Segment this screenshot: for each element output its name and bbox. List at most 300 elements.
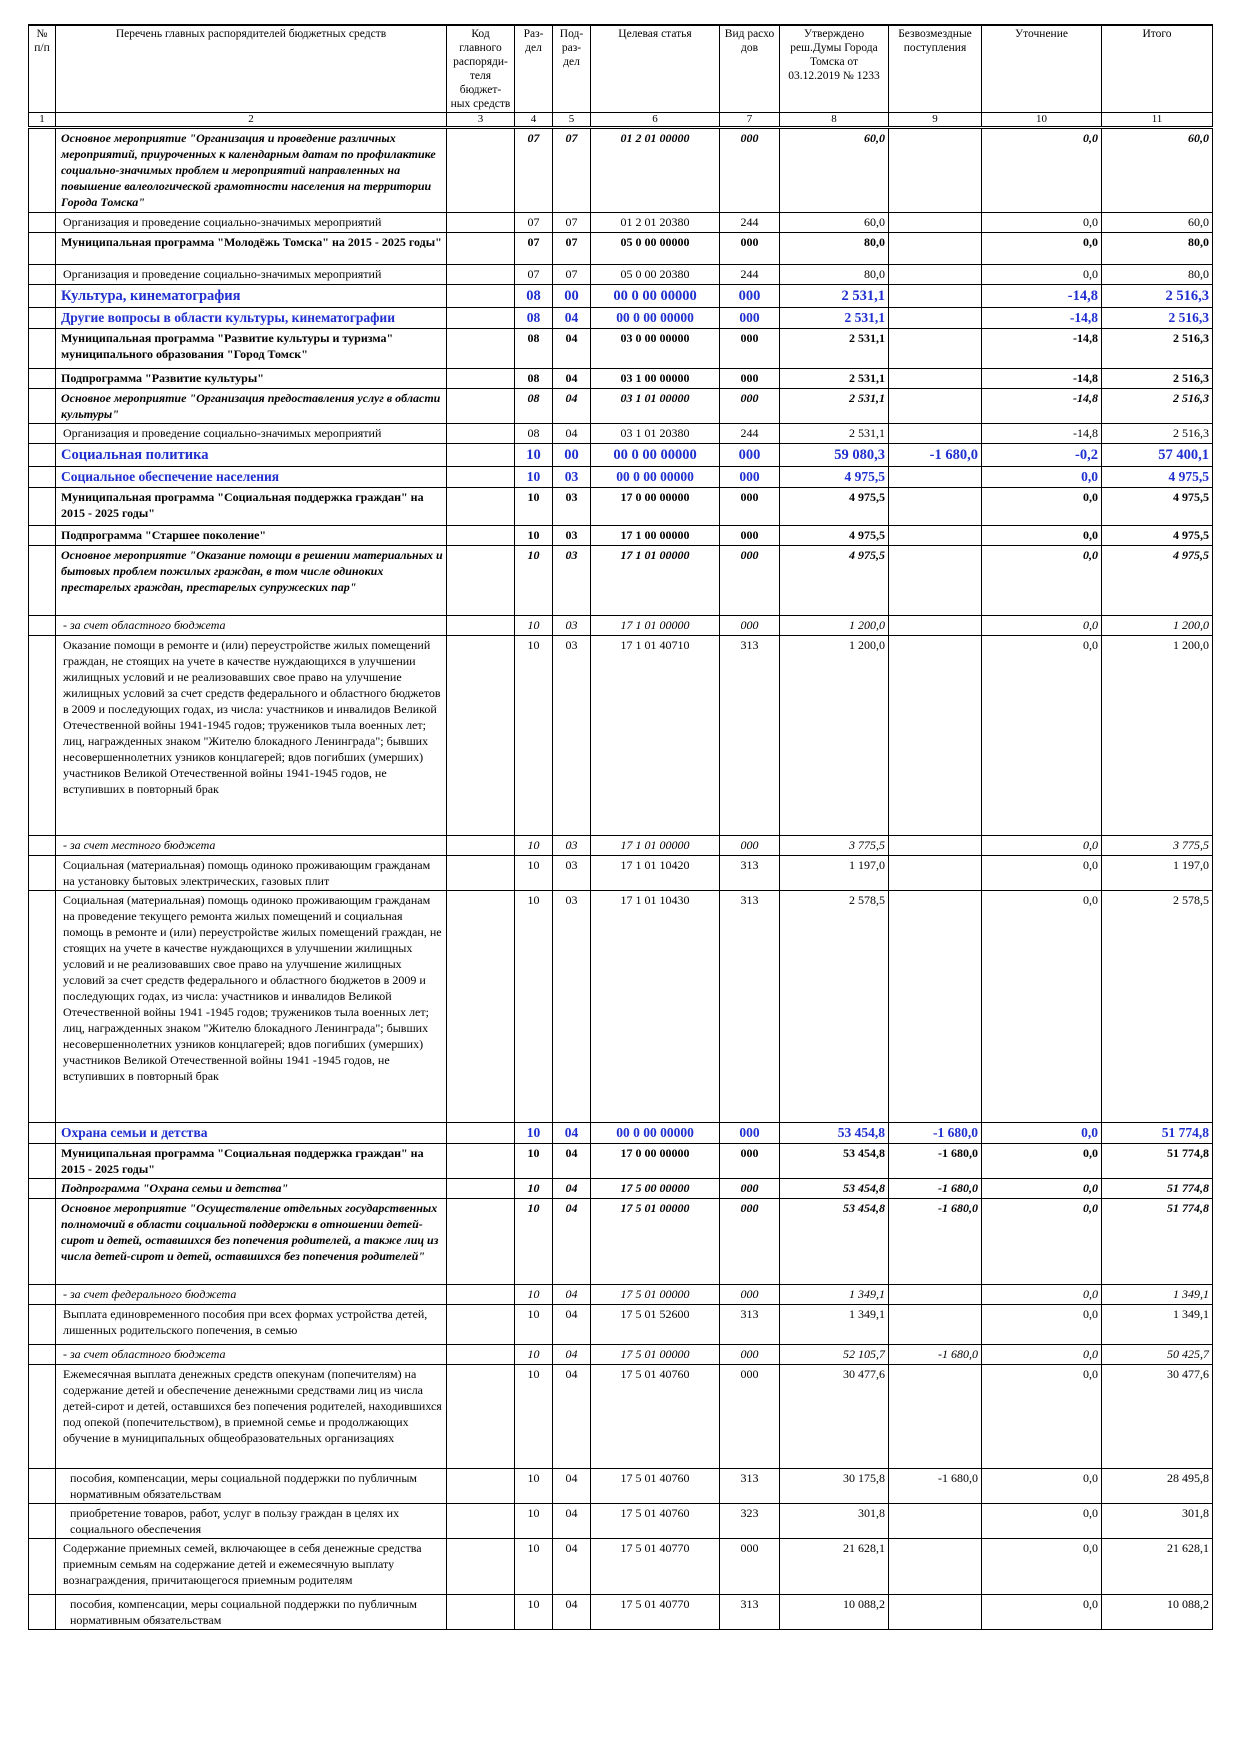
cell-grants	[889, 389, 982, 424]
cell-total: 57 400,1	[1102, 444, 1213, 467]
cell-adjustment: 0,0	[982, 1179, 1102, 1199]
cell-target: 03 1 00 00000	[591, 369, 720, 389]
cell-total: 50 425,7	[1102, 1345, 1213, 1365]
cell-num	[29, 389, 56, 424]
cell-name: - за счет местного бюджета	[56, 836, 447, 856]
cell-target: 17 5 01 40770	[591, 1539, 720, 1595]
cell-num	[29, 1305, 56, 1345]
cell-num	[29, 891, 56, 1123]
cell-total: 10 088,2	[1102, 1595, 1213, 1630]
table-row	[29, 369, 1213, 389]
cell-approved: 1 200,0	[780, 616, 889, 636]
cell-name: Муниципальная программа "Социальная поддержка граждан" на 2015 - 2025 годы"	[56, 488, 447, 526]
cell-total: 4 975,5	[1102, 467, 1213, 488]
cell-section: 10	[515, 891, 553, 1123]
cell-target: 00 0 00 00000	[591, 1123, 720, 1144]
cell-subsection: 04	[553, 1345, 591, 1365]
cell-section: 10	[515, 1539, 553, 1595]
cell-expense-type: 313	[720, 856, 780, 891]
cell-num	[29, 369, 56, 389]
cell-target: 05 0 00 00000	[591, 233, 720, 265]
cell-approved: 80,0	[780, 233, 889, 265]
cell-total: 51 774,8	[1102, 1144, 1213, 1179]
cell-code	[447, 1123, 515, 1144]
cell-grants	[889, 213, 982, 233]
cell-grants	[889, 488, 982, 526]
cell-target: 17 0 00 00000	[591, 488, 720, 526]
cell-code	[447, 1595, 515, 1630]
cell-approved: 53 454,8	[780, 1144, 889, 1179]
cell-name: Подпрограмма "Охрана семьи и детства"	[56, 1179, 447, 1199]
cell-adjustment: -14,8	[982, 389, 1102, 424]
cell-num	[29, 424, 56, 444]
cell-num	[29, 1539, 56, 1595]
col-number: 11	[1102, 113, 1213, 128]
cell-name: Основное мероприятие "Осуществление отдельных государственных полномочий в области социальной поддержки в отношении детей-сирот и детей, оставшихся без попечения родителей, а также лиц из числа детей-сирот и детей, оставшихся без попечения родителей"	[56, 1199, 447, 1285]
cell-approved: 4 975,5	[780, 526, 889, 546]
cell-expense-type: 000	[720, 389, 780, 424]
cell-num	[29, 285, 56, 308]
cell-total: 51 774,8	[1102, 1199, 1213, 1285]
cell-grants	[889, 308, 982, 329]
cell-total: 301,8	[1102, 1504, 1213, 1539]
cell-target: 17 1 00 00000	[591, 526, 720, 546]
cell-code	[447, 1504, 515, 1539]
cell-subsection: 04	[553, 1469, 591, 1504]
cell-expense-type: 000	[720, 233, 780, 265]
cell-code	[447, 1285, 515, 1305]
cell-code	[447, 1539, 515, 1595]
table-row	[29, 488, 1213, 526]
cell-total: 80,0	[1102, 265, 1213, 285]
cell-approved: 301,8	[780, 1504, 889, 1539]
cell-grants	[889, 616, 982, 636]
header-expense-type: Вид расхо дов	[720, 25, 780, 113]
cell-name: Социальная (материальная) помощь одиноко проживающим гражданам на установку бытовых электрических, газовых плит	[56, 856, 447, 891]
cell-subsection: 04	[553, 308, 591, 329]
cell-grants	[889, 128, 982, 213]
col-number: 4	[515, 113, 553, 128]
cell-num	[29, 1365, 56, 1469]
cell-grants	[889, 265, 982, 285]
cell-num	[29, 488, 56, 526]
cell-approved: 1 349,1	[780, 1305, 889, 1345]
cell-target: 17 1 01 10420	[591, 856, 720, 891]
cell-approved: 1 197,0	[780, 856, 889, 891]
col-number: 1	[29, 113, 56, 128]
cell-approved: 52 105,7	[780, 1345, 889, 1365]
table-row	[29, 285, 1213, 308]
cell-target: 17 1 01 10430	[591, 891, 720, 1123]
cell-approved: 2 531,1	[780, 424, 889, 444]
cell-section: 10	[515, 1345, 553, 1365]
cell-section: 10	[515, 1123, 553, 1144]
table-row	[29, 444, 1213, 467]
cell-expense-type: 313	[720, 1469, 780, 1504]
cell-approved: 4 975,5	[780, 546, 889, 616]
table-row	[29, 856, 1213, 891]
cell-name: пособия, компенсации, меры социальной поддержки по публичным нормативным обязательствам	[56, 1595, 447, 1630]
cell-subsection: 04	[553, 424, 591, 444]
cell-num	[29, 128, 56, 213]
cell-code	[447, 891, 515, 1123]
header-grants: Безвозмездные поступления	[889, 25, 982, 113]
cell-subsection: 04	[553, 1123, 591, 1144]
cell-adjustment: -14,8	[982, 424, 1102, 444]
cell-total: 2 516,3	[1102, 329, 1213, 369]
cell-subsection: 03	[553, 467, 591, 488]
cell-name: Основное мероприятие "Оказание помощи в решении материальных и бытовых проблем пожилых граждан, в том числе одиноких престарелых граждан, престарелых супружеских пар"	[56, 546, 447, 616]
cell-approved: 1 200,0	[780, 636, 889, 836]
cell-approved: 53 454,8	[780, 1123, 889, 1144]
cell-section: 10	[515, 1305, 553, 1345]
cell-subsection: 03	[553, 526, 591, 546]
header-num: № п/п	[29, 25, 56, 113]
cell-adjustment: 0,0	[982, 128, 1102, 213]
cell-subsection: 04	[553, 1199, 591, 1285]
cell-section: 08	[515, 285, 553, 308]
cell-grants	[889, 1504, 982, 1539]
cell-code	[447, 233, 515, 265]
cell-target: 17 1 01 00000	[591, 546, 720, 616]
table-row	[29, 233, 1213, 265]
cell-expense-type: 000	[720, 285, 780, 308]
cell-approved: 53 454,8	[780, 1199, 889, 1285]
cell-code	[447, 329, 515, 369]
cell-target: 17 5 00 00000	[591, 1179, 720, 1199]
cell-code	[447, 1365, 515, 1469]
table-row	[29, 467, 1213, 488]
cell-name: Организация и проведение социально-значимых мероприятий	[56, 213, 447, 233]
cell-grants	[889, 526, 982, 546]
cell-num	[29, 636, 56, 836]
cell-total: 1 197,0	[1102, 856, 1213, 891]
cell-adjustment: 0,0	[982, 1199, 1102, 1285]
cell-grants	[889, 891, 982, 1123]
cell-adjustment: -14,8	[982, 308, 1102, 329]
table-row	[29, 1595, 1213, 1630]
cell-name: Муниципальная программа "Социальная поддержка граждан" на 2015 - 2025 годы"	[56, 1144, 447, 1179]
cell-approved: 1 349,1	[780, 1285, 889, 1305]
cell-approved: 30 175,8	[780, 1469, 889, 1504]
cell-name: Основное мероприятие "Организация и проведение различных мероприятий, приуроченных к календарным датам по профилактике социально-значимых проблем и мероприятий направленных на повышение валеологической грамотности населения на территории Города Томска"	[56, 128, 447, 213]
cell-total: 2 516,3	[1102, 369, 1213, 389]
table-row	[29, 836, 1213, 856]
cell-adjustment: -14,8	[982, 329, 1102, 369]
col-number: 9	[889, 113, 982, 128]
cell-total: 4 975,5	[1102, 488, 1213, 526]
cell-subsection: 07	[553, 265, 591, 285]
cell-grants	[889, 424, 982, 444]
cell-code	[447, 467, 515, 488]
cell-name: Выплата единовременного пособия при всех формах устройства детей, лишенных родительского попечения, в семью	[56, 1305, 447, 1345]
cell-target: 01 2 01 20380	[591, 213, 720, 233]
cell-approved: 10 088,2	[780, 1595, 889, 1630]
cell-approved: 60,0	[780, 128, 889, 213]
cell-code	[447, 1199, 515, 1285]
cell-section: 10	[515, 836, 553, 856]
table-row	[29, 1469, 1213, 1504]
cell-subsection: 04	[553, 329, 591, 369]
table-row	[29, 1365, 1213, 1469]
cell-code	[447, 1345, 515, 1365]
header-code: Код главного распоряди-теля бюджет-ных средств	[447, 25, 515, 113]
cell-grants	[889, 1365, 982, 1469]
col-number: 7	[720, 113, 780, 128]
cell-target: 05 0 00 20380	[591, 265, 720, 285]
cell-num	[29, 467, 56, 488]
cell-name: Оказание помощи в ремонте и (или) переустройстве жилых помещений граждан, не стоящих на учете в качестве нуждающихся в улучшении жилищных условий и не реализовавших свое право на улучшение жилищных условий за счет средств федерального и областного бюджетов в 2009 и последующих годах, из числа: участников и инвалидов Великой Отечественной войны 1941-1945 годов; тружеников тыла военных лет; лиц, награжденных знаком "Жителю блокадного Ленинграда"; бывших несовершеннолетних узников концлагерей; вдов погибших (умерших) участников Великой Отечественной войны 1941-1945 годов, не вступивших в повторный брак	[56, 636, 447, 836]
cell-code	[447, 856, 515, 891]
budget-table	[28, 24, 1213, 1630]
cell-expense-type: 000	[720, 546, 780, 616]
cell-adjustment: 0,0	[982, 1469, 1102, 1504]
cell-total: 1 200,0	[1102, 636, 1213, 836]
cell-code	[447, 1179, 515, 1199]
cell-target: 17 5 01 00000	[591, 1285, 720, 1305]
cell-grants	[889, 1595, 982, 1630]
cell-subsection: 00	[553, 444, 591, 467]
cell-expense-type: 244	[720, 213, 780, 233]
cell-adjustment: 0,0	[982, 856, 1102, 891]
cell-code	[447, 836, 515, 856]
col-number: 3	[447, 113, 515, 128]
cell-grants	[889, 1305, 982, 1345]
cell-code	[447, 308, 515, 329]
cell-expense-type: 000	[720, 369, 780, 389]
table-row	[29, 1179, 1213, 1199]
cell-code	[447, 128, 515, 213]
table-row	[29, 1123, 1213, 1144]
cell-total: 51 774,8	[1102, 1123, 1213, 1144]
cell-subsection: 07	[553, 128, 591, 213]
cell-section: 10	[515, 1285, 553, 1305]
cell-adjustment: 0,0	[982, 526, 1102, 546]
cell-adjustment: -0,2	[982, 444, 1102, 467]
cell-name: Социальная политика	[56, 444, 447, 467]
cell-code	[447, 488, 515, 526]
table-row	[29, 636, 1213, 836]
cell-subsection: 03	[553, 616, 591, 636]
cell-approved: 2 578,5	[780, 891, 889, 1123]
cell-grants	[889, 285, 982, 308]
table-body	[29, 128, 1213, 1630]
cell-target: 17 1 01 40710	[591, 636, 720, 836]
cell-grants	[889, 546, 982, 616]
cell-section: 08	[515, 424, 553, 444]
cell-subsection: 04	[553, 1365, 591, 1469]
cell-num	[29, 1345, 56, 1365]
cell-total: 60,0	[1102, 213, 1213, 233]
table-row	[29, 616, 1213, 636]
cell-num	[29, 1179, 56, 1199]
cell-grants	[889, 369, 982, 389]
cell-name: пособия, компенсации, меры социальной поддержки по публичным нормативным обязательствам	[56, 1469, 447, 1504]
cell-section: 10	[515, 467, 553, 488]
cell-subsection: 03	[553, 856, 591, 891]
cell-approved: 2 531,1	[780, 389, 889, 424]
cell-num	[29, 444, 56, 467]
cell-target: 03 1 01 20380	[591, 424, 720, 444]
cell-name: Социальная (материальная) помощь одиноко проживающим гражданам на проведение текущего ремонта жилых помещений и социальная помощь в ремонте и (или) переустройстве жилых помещений граждан, не стоящих на учете в качестве нуждающихся в улучшении жилищных условий и не реализовавших свое право на улучшение жилищных условий за счет средств федерального и областного бюджетов в 2009 и последующих годах, из числа: участников и инвалидов Великой Отечественной войны 1941 -1945 годов; тружеников тыла военных лет; лиц, награжденных знаком "Жителю блокадного Ленинграда"; бывших несовершеннолетних узников концлагерей; вдов погибших (умерших) участников Великой Отечественной войны 1941 -1945 годов, не вступивших в повторный брак	[56, 891, 447, 1123]
cell-subsection: 03	[553, 836, 591, 856]
cell-grants	[889, 329, 982, 369]
cell-expense-type: 323	[720, 1504, 780, 1539]
cell-subsection: 04	[553, 1595, 591, 1630]
cell-approved: 53 454,8	[780, 1179, 889, 1199]
cell-code	[447, 285, 515, 308]
cell-approved: 2 531,1	[780, 369, 889, 389]
cell-num	[29, 526, 56, 546]
cell-num	[29, 1469, 56, 1504]
cell-grants	[889, 636, 982, 836]
cell-name: Другие вопросы в области культуры, кинематографии	[56, 308, 447, 329]
cell-adjustment: 0,0	[982, 467, 1102, 488]
cell-approved: 3 775,5	[780, 836, 889, 856]
cell-expense-type: 000	[720, 329, 780, 369]
cell-name: - за счет областного бюджета	[56, 1345, 447, 1365]
cell-expense-type: 244	[720, 265, 780, 285]
cell-section: 08	[515, 329, 553, 369]
cell-section: 10	[515, 546, 553, 616]
cell-name: Основное мероприятие "Организация предоставления услуг в области культуры"	[56, 389, 447, 424]
table-row	[29, 213, 1213, 233]
cell-section: 10	[515, 1179, 553, 1199]
cell-grants: -1 680,0	[889, 444, 982, 467]
cell-name: Подпрограмма "Старшее поколение"	[56, 526, 447, 546]
cell-total: 2 578,5	[1102, 891, 1213, 1123]
col-number: 10	[982, 113, 1102, 128]
cell-code	[447, 1305, 515, 1345]
cell-expense-type: 313	[720, 1305, 780, 1345]
cell-expense-type: 000	[720, 1345, 780, 1365]
cell-adjustment: 0,0	[982, 1144, 1102, 1179]
cell-name: Организация и проведение социально-значимых мероприятий	[56, 424, 447, 444]
cell-approved: 60,0	[780, 213, 889, 233]
cell-name: приобретение товаров, работ, услуг в пользу граждан в целях их социального обеспечения	[56, 1504, 447, 1539]
header-row	[29, 25, 1213, 113]
cell-name: Социальное обеспечение населения	[56, 467, 447, 488]
cell-section: 10	[515, 488, 553, 526]
cell-section: 10	[515, 856, 553, 891]
table-row	[29, 308, 1213, 329]
cell-subsection: 00	[553, 285, 591, 308]
header-total: Итого	[1102, 25, 1213, 113]
cell-total: 4 975,5	[1102, 526, 1213, 546]
cell-adjustment: 0,0	[982, 546, 1102, 616]
cell-subsection: 04	[553, 369, 591, 389]
cell-total: 1 349,1	[1102, 1305, 1213, 1345]
cell-name: Культура, кинематография	[56, 285, 447, 308]
cell-section: 10	[515, 1469, 553, 1504]
cell-num	[29, 1144, 56, 1179]
cell-code	[447, 369, 515, 389]
table-row	[29, 128, 1213, 213]
cell-subsection: 03	[553, 546, 591, 616]
cell-num	[29, 329, 56, 369]
cell-total: 1 200,0	[1102, 616, 1213, 636]
cell-code	[447, 424, 515, 444]
cell-adjustment: 0,0	[982, 1504, 1102, 1539]
cell-subsection: 04	[553, 1539, 591, 1595]
header-section: Раз-дел	[515, 25, 553, 113]
cell-subsection: 07	[553, 213, 591, 233]
cell-adjustment: 0,0	[982, 1305, 1102, 1345]
cell-adjustment: 0,0	[982, 488, 1102, 526]
cell-num	[29, 616, 56, 636]
cell-grants: -1 680,0	[889, 1199, 982, 1285]
table-row	[29, 1345, 1213, 1365]
cell-total: 1 349,1	[1102, 1285, 1213, 1305]
cell-name: Ежемесячная выплата денежных средств опекунам (попечителям) на содержание детей и обеспечение денежными средствами лиц из числа детей-сирот и детей, оставшихся без попечения родителей, находившихся под опекой (попечительством), в приемной семье и продолжающих обучение в муниципальных общеобразовательных организациях	[56, 1365, 447, 1469]
cell-total: 21 628,1	[1102, 1539, 1213, 1595]
cell-expense-type: 000	[720, 128, 780, 213]
col-number: 2	[56, 113, 447, 128]
cell-approved: 4 975,5	[780, 467, 889, 488]
cell-grants: -1 680,0	[889, 1469, 982, 1504]
cell-section: 07	[515, 265, 553, 285]
cell-name: Муниципальная программа "Молодёжь Томска" на 2015 - 2025 годы"	[56, 233, 447, 265]
cell-total: 2 516,3	[1102, 285, 1213, 308]
cell-name: Содержание приемных семей, включающее в себя денежные средства приемным семьям на содержание детей и ежемесячную выплату вознаграждения, причитающегося приемным родителям	[56, 1539, 447, 1595]
cell-target: 17 5 01 40760	[591, 1469, 720, 1504]
cell-target: 17 1 01 00000	[591, 616, 720, 636]
cell-total: 51 774,8	[1102, 1179, 1213, 1199]
table-row	[29, 389, 1213, 424]
cell-adjustment: 0,0	[982, 233, 1102, 265]
cell-expense-type: 000	[720, 836, 780, 856]
cell-approved: 80,0	[780, 265, 889, 285]
cell-target: 17 5 01 40760	[591, 1504, 720, 1539]
cell-section: 10	[515, 636, 553, 836]
cell-num	[29, 308, 56, 329]
table-row	[29, 1504, 1213, 1539]
header-approved: Утверждено реш.Думы Города Томска от 03.12.2019 № 1233	[780, 25, 889, 113]
cell-subsection: 04	[553, 1179, 591, 1199]
cell-subsection: 03	[553, 891, 591, 1123]
cell-total: 28 495,8	[1102, 1469, 1213, 1504]
cell-expense-type: 000	[720, 616, 780, 636]
cell-adjustment: -14,8	[982, 369, 1102, 389]
header-subsection: Под-раз-дел	[553, 25, 591, 113]
cell-code	[447, 546, 515, 616]
cell-total: 80,0	[1102, 233, 1213, 265]
cell-grants: -1 680,0	[889, 1144, 982, 1179]
cell-subsection: 03	[553, 488, 591, 526]
cell-code	[447, 444, 515, 467]
cell-subsection: 04	[553, 1504, 591, 1539]
cell-target: 00 0 00 00000	[591, 285, 720, 308]
cell-expense-type: 000	[720, 308, 780, 329]
cell-adjustment: 0,0	[982, 616, 1102, 636]
cell-expense-type: 000	[720, 1179, 780, 1199]
cell-subsection: 03	[553, 636, 591, 836]
cell-adjustment: 0,0	[982, 891, 1102, 1123]
cell-section: 07	[515, 213, 553, 233]
cell-total: 2 516,3	[1102, 389, 1213, 424]
cell-target: 17 5 01 00000	[591, 1345, 720, 1365]
cell-section: 10	[515, 1365, 553, 1469]
cell-target: 03 0 00 00000	[591, 329, 720, 369]
cell-expense-type: 244	[720, 424, 780, 444]
cell-code	[447, 636, 515, 836]
cell-code	[447, 389, 515, 424]
cell-total: 60,0	[1102, 128, 1213, 213]
cell-grants	[889, 467, 982, 488]
cell-code	[447, 526, 515, 546]
table-row	[29, 526, 1213, 546]
cell-name: Охрана семьи и детства	[56, 1123, 447, 1144]
